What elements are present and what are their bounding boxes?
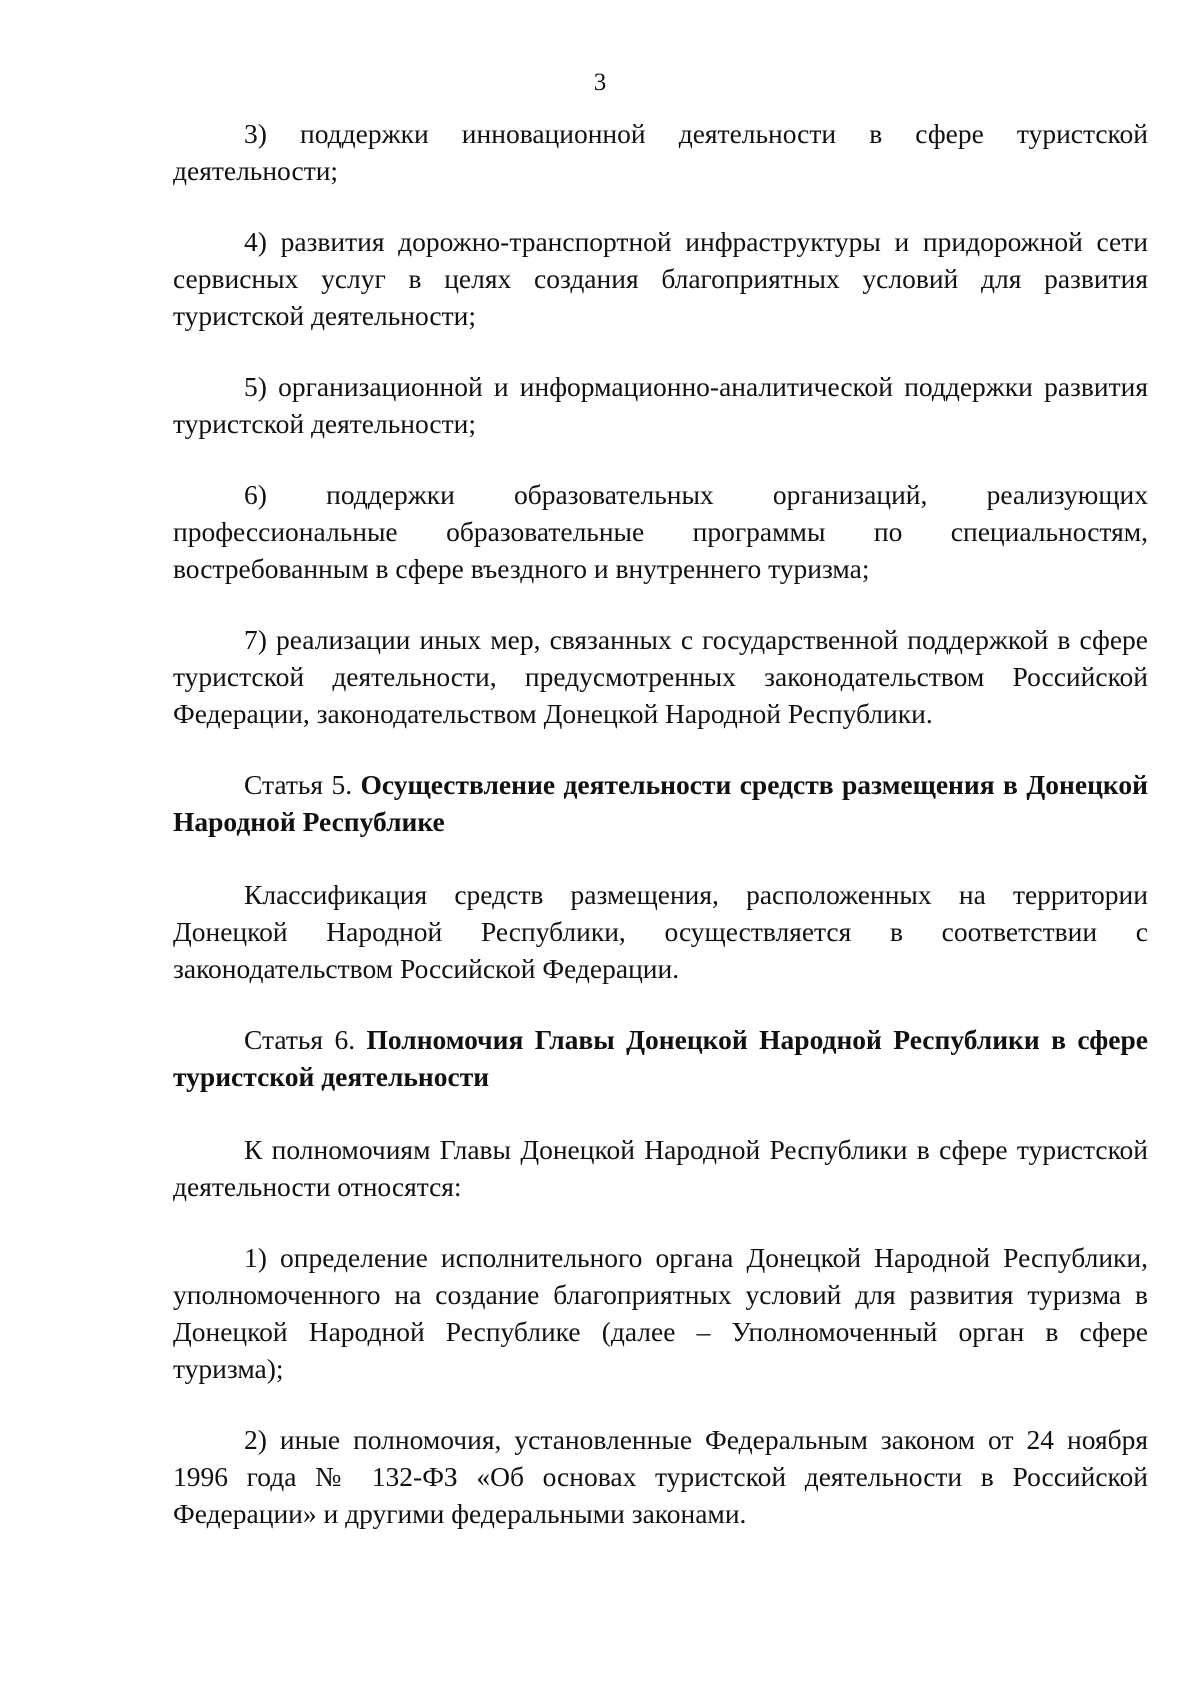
article-6-label: Статья 6. <box>244 1024 356 1055</box>
document-body <box>173 115 1148 1566</box>
article-5-title: Осуществление деятельности средств размещения в Донецкой Народной Республике <box>173 769 1148 837</box>
article-6-heading <box>173 1021 1148 1095</box>
article-6-item-1: 1) определение исполнительного органа Донецкой Народной Республики, уполномоченного на создание благоприятных условий для развития туризма в Донецкой Народной Республике (далее – Уполномоченный орган в сфере туризма); <box>173 1242 1148 1384</box>
list-item-5: 5) организационной и информационно-аналитической поддержки развития туристской деятельности; <box>173 371 1148 439</box>
list-item-3: 3) поддержки инновационной деятельности в сфере туристской деятельности; <box>173 118 1148 186</box>
article-5-heading <box>173 766 1148 840</box>
article-5-label: Статья 5. <box>244 769 353 800</box>
list-item-4: 4) развития дорожно-транспортной инфраструктуры и придорожной сети сервисных услуг в целях создания благоприятных условий для развития туристской деятельности; <box>173 226 1148 331</box>
article-6-item-2: 2) иные полномочия, установленные Федеральным законом от 24 ноября 1996 года № 132-ФЗ «Об основах туристской деятельности в Российской Федерации» и другими федеральными законами. <box>173 1424 1148 1529</box>
page-number: 3 <box>593 69 607 96</box>
article-6-intro: К полномочиям Главы Донецкой Народной Республики в сфере туристской деятельности относятся: <box>173 1134 1148 1202</box>
article-5-body: Классификация средств размещения, расположенных на территории Донецкой Народной Республики, осуществляется в соответствии с законодательством Российской Федерации. <box>173 879 1148 984</box>
article-6-title: Полномочия Главы Донецкой Народной Республики в сфере туристской деятельности <box>173 1024 1148 1092</box>
list-item-7: 7) реализации иных мер, связанных с государственной поддержкой в сфере туристской деятельности, предусмотренных законодательством Российской Федерации, законодательством Донецкой Народной Республики. <box>173 624 1148 729</box>
list-item-6: 6) поддержки образовательных организаций, реализующих профессиональные образовательные программы по специальностям, востребованным в сфере въездного и внутреннего туризма; <box>173 479 1148 584</box>
